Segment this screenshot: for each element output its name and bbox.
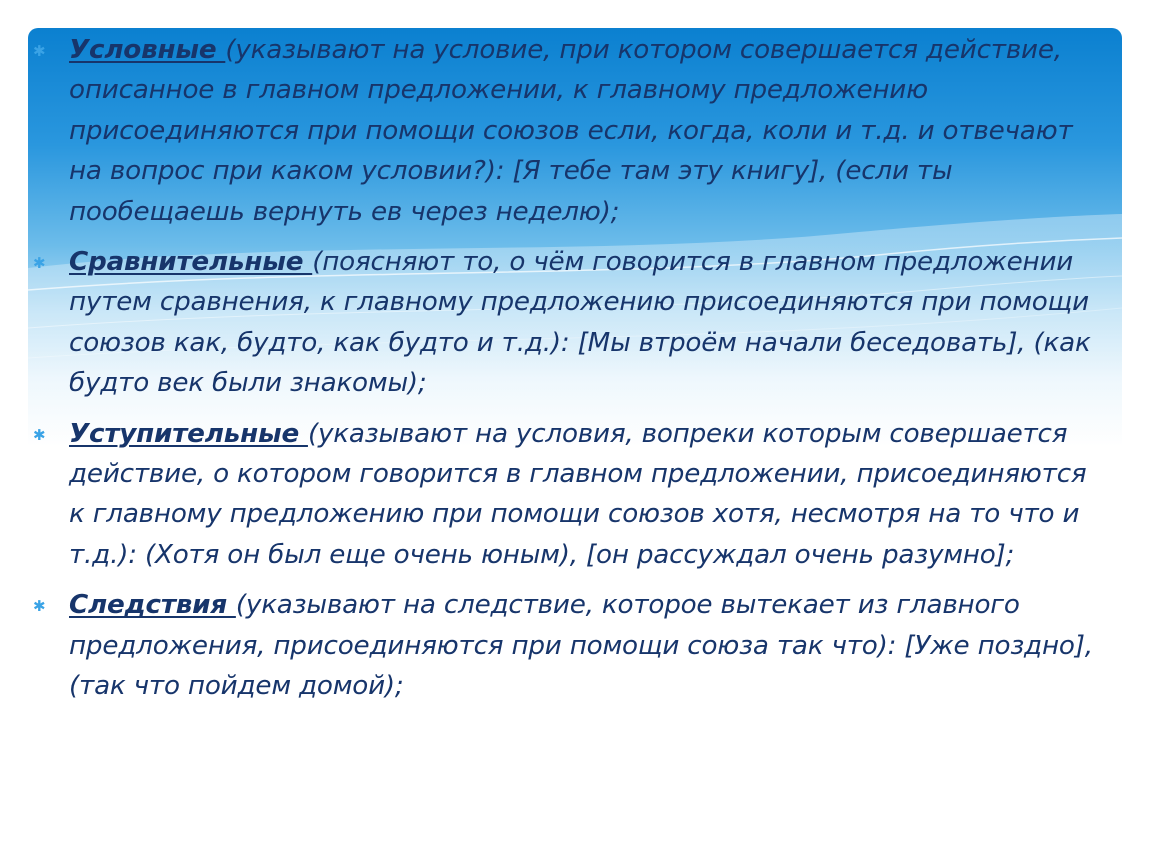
asterisk-bullet-icon: ✱ [33, 42, 46, 60]
term-sledstviya: Следствия [69, 590, 236, 621]
bullet-item [28, 30, 1098, 232]
bullet-text: (указывают на следствие, которое вытекает из главного предложения, присоединяются при помощи союза так что): [Уже поздно], (так что пойдем домой); [69, 590, 1093, 702]
asterisk-bullet-icon: ✱ [33, 425, 46, 444]
term-uslovnye: Условные [69, 35, 226, 65]
bullet-text: (указывают на условия, вопреки которым совершается действие, о котором говорится в главном предложении, присоединяются к главному предложению при помощи союзов хотя, несмотря на то что и т.д.): (Хотя он был еще очень юным), [он рассуждал очень разумно]; [69, 418, 1087, 570]
bullet-item [28, 242, 1098, 404]
asterisk-bullet-icon: ✱ [33, 254, 46, 273]
bullet-item [28, 585, 1098, 706]
bullet-text: (указывают на условие, при котором совершается действие, описанное в главном предложении, к главному предложению присоединяются при помощи союзов если, когда, коли и т.д. и отвечают на вопрос при каком условии?): [Я тебе там эту книгу], (если ты пообещаешь вернуть ев через неделю); [69, 35, 1073, 227]
asterisk-bullet-icon: ✱ [33, 597, 46, 616]
term-ustupitelnye: Уступительные [69, 418, 308, 449]
slide-body [28, 30, 1098, 717]
bullet-item [28, 414, 1098, 576]
bullet-text: (поясняют то, о чём говорится в главном предложении путем сравнения, к главному предложению присоединяются при помощи союзов как, будто, как будто и т.д.): [Мы втроём начали беседовать], (как будто век были знакомы); [69, 247, 1091, 399]
term-sravnitelnye: Сравнительные [69, 247, 313, 278]
